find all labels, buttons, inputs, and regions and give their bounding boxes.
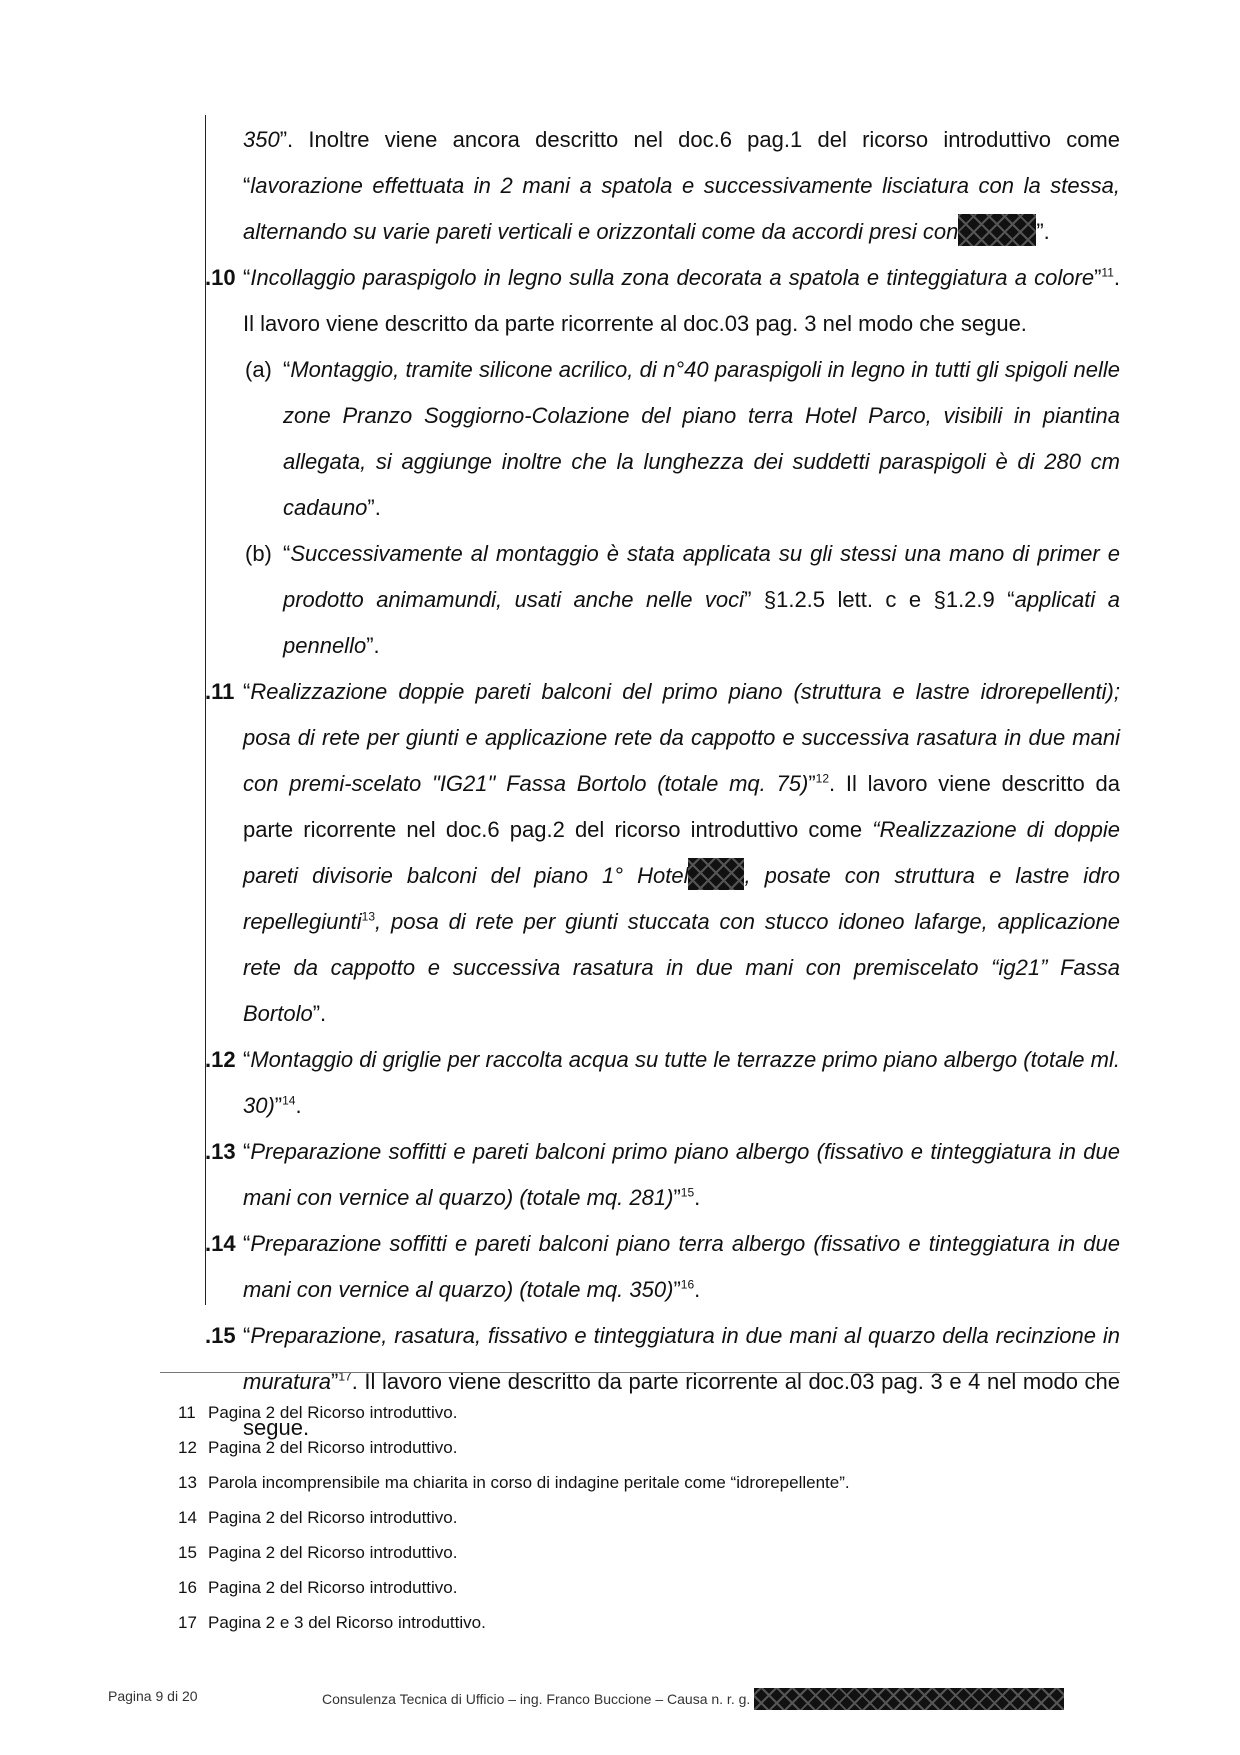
item-10-number: .10	[205, 265, 236, 290]
footnote-number: 16	[178, 1578, 197, 1597]
item-13-close-quote: ”	[673, 1185, 681, 1210]
footnote-item	[178, 1430, 1118, 1465]
intro-paragraph	[205, 117, 1120, 255]
footnote-item	[178, 1605, 1118, 1640]
sub-b-text-3: applicati a pennello	[283, 587, 1121, 658]
footnote-item	[178, 1395, 1118, 1430]
item-10-close-quote: ”	[1094, 265, 1102, 290]
footnote-ref-17[interactable]: 17	[338, 1369, 352, 1384]
footnote-item	[178, 1570, 1118, 1605]
item-10-sub-a	[205, 347, 1120, 531]
footnote-text: Pagina 2 del Ricorso introduttivo.	[208, 1543, 458, 1562]
footnote-number: 12	[178, 1438, 197, 1457]
footnote-text: Pagina 2 del Ricorso introduttivo.	[208, 1578, 458, 1597]
footnote-ref-13[interactable]: 13	[361, 909, 375, 924]
item-13-title: Preparazione soffitti e pareti balconi primo piano albergo (fissativo e tinteggiatura in due mani con vernice al quarzo) (totale mq. 281)	[243, 1139, 1120, 1210]
item-10-paragraph	[205, 255, 1120, 347]
sub-b-text-4: ”.	[366, 633, 380, 658]
footnote-number: 14	[178, 1508, 197, 1527]
footer-text	[322, 1688, 1064, 1710]
footnote-item	[178, 1500, 1118, 1535]
item-10-open-quote: “	[243, 265, 251, 290]
item-14-text: .	[694, 1277, 701, 1302]
item-11-number: .11	[205, 679, 235, 704]
footnote-ref-16[interactable]: 16	[680, 1277, 695, 1292]
item-14-paragraph	[205, 1221, 1120, 1313]
item-14-close-quote: ”	[673, 1277, 681, 1302]
redaction-block	[958, 214, 1036, 246]
footnote-number: 15	[178, 1543, 197, 1562]
item-11-text: . Il lavoro viene descritto da parte ricorrente nel doc.6 pag.2 del ricorso introduttivo come	[243, 771, 1120, 842]
footnote-item	[178, 1465, 1118, 1500]
item-15-title: Preparazione, rasatura, fissativo e tinteggiatura in due mani al quarzo della recinzione in muratura	[243, 1323, 1120, 1394]
page-number: Pagina 9 di 20	[108, 1688, 198, 1704]
sub-a-text: Montaggio, tramite silicone acrilico, di n°40 paraspigoli in legno in tutti gli spigoli nelle zone Pranzo Soggiorno-Colazione del piano terra Hotel Parco, visibili in piantina allegata, si aggiunge inoltre che la lunghezza dei suddetti paraspigoli è di 280 cm cadauno	[283, 357, 1120, 520]
item-14-open-quote: “	[243, 1231, 251, 1256]
item-11-paragraph	[205, 669, 1120, 1037]
item-12-close-quote: ”	[274, 1093, 283, 1118]
item-13-open-quote: “	[243, 1139, 251, 1164]
item-10-text: . Il lavoro viene descritto da parte ricorrente al doc.03 pag. 3 nel modo che segue.	[243, 265, 1120, 336]
intro-text-2: ”. Inoltre viene ancora descritto nel doc.6 pag.1 del ricorso introduttivo come “	[243, 127, 1120, 198]
item-12-number: .12	[205, 1047, 236, 1072]
item-12-paragraph	[205, 1037, 1120, 1129]
item-11-close-quote: ”	[808, 771, 816, 796]
footnote-ref-11[interactable]: 11	[1101, 265, 1114, 280]
item-13-text: .	[694, 1185, 701, 1210]
item-15-open-quote: “	[243, 1323, 251, 1348]
footnote-number: 11	[178, 1403, 196, 1422]
footnote-text: Pagina 2 e 3 del Ricorso introduttivo.	[208, 1613, 486, 1632]
footnote-ref-15[interactable]: 15	[680, 1185, 695, 1200]
item-12-title: Montaggio di griglie per raccolta acqua su tutte le terrazze primo piano albergo (totale ml. 30)	[243, 1047, 1120, 1118]
item-11-quote-3: , posa di rete per giunti stuccata con stucco idoneo lafarge, applicazione rete da cappotto e successiva rasatura in due mani con premiscelato “ig21” Fassa Bortolo	[243, 909, 1120, 1026]
item-15-number: .15	[205, 1323, 236, 1348]
sub-a-close-quote: ”.	[367, 495, 381, 520]
footnote-ref-12[interactable]: 12	[815, 771, 829, 786]
item-11-quote-1: “Realizzazione di doppie pareti divisorie balconi del piano 1° Hotel	[243, 817, 1121, 888]
footnote-number: 17	[178, 1613, 197, 1632]
sub-b-text: Successivamente al montaggio è stata applicata su gli stessi una mano di primer e prodotto animamundi, usati anche nelle voci	[283, 541, 1120, 612]
footnote-text: Pagina 2 del Ricorso introduttivo.	[208, 1438, 458, 1457]
sub-b-open-quote: “	[283, 541, 291, 566]
item-11-quote-2: , posate con struttura e lastre idro repellegiunti	[243, 863, 1120, 934]
intro-text-4: ”.	[1036, 219, 1050, 244]
sub-a-label: (a)	[245, 357, 272, 382]
footnote-ref-14[interactable]: 14	[282, 1093, 296, 1108]
item-10-sub-b	[205, 531, 1120, 669]
footer-caption: Consulenza Tecnica di Ufficio – ing. Franco Buccione – Causa n. r. g.	[322, 1691, 751, 1707]
item-14-title: Preparazione soffitti e pareti balconi piano terra albergo (fissativo e tinteggiatura in due mani con vernice al quarzo) (totale mq. 350)	[243, 1231, 1120, 1302]
footnote-text: Pagina 2 del Ricorso introduttivo.	[208, 1403, 458, 1422]
item-11-close: ”.	[312, 1001, 327, 1026]
footnote-item	[178, 1535, 1118, 1570]
item-11-open-quote: “	[243, 679, 251, 704]
redaction-block	[688, 858, 744, 890]
item-13-paragraph	[205, 1129, 1120, 1221]
footnote-text: Parola incomprensibile ma chiarita in corso di indagine peritale come “idrorepellente”.	[208, 1473, 850, 1492]
item-13-number: .13	[205, 1139, 236, 1164]
item-12-text: .	[295, 1093, 302, 1118]
footnotes	[178, 1395, 1118, 1640]
sub-a-open-quote: “	[283, 357, 291, 382]
item-15-close-quote: ”	[331, 1369, 339, 1394]
footnote-separator	[160, 1372, 1120, 1373]
item-14-number: .14	[205, 1231, 236, 1256]
item-11-title: Realizzazione doppie pareti balconi del primo piano (struttura e lastre idrorepellenti); posa di rete per giunti e applicazione rete da cappotto e successiva rasatura in due mani con premi-scelato "IG21" Fassa Bortolo (totale mq. 75)	[243, 679, 1120, 796]
item-10-title: Incollaggio paraspigolo in legno sulla zona decorata a spatola e tinteggiatura a colore	[250, 265, 1095, 290]
sub-b-text-2: ” §1.2.5 lett. c e §1.2.9 “	[744, 587, 1015, 612]
body-text	[205, 117, 1120, 1451]
intro-text-1: 350	[243, 127, 280, 152]
footnote-number: 13	[178, 1473, 197, 1492]
intro-text-3: lavorazione effettuata in 2 mani a spatola e successivamente lisciatura con la stessa, alternando su varie pareti verticali e orizzontali come da accordi presi con	[243, 173, 1120, 244]
sub-b-label: (b)	[245, 541, 272, 566]
item-15-text: . Il lavoro viene descritto da parte ricorrente al doc.03 pag. 3 e 4 nel modo che segue.	[243, 1369, 1120, 1440]
item-12-open-quote: “	[243, 1047, 251, 1072]
redaction-block	[754, 1688, 1064, 1710]
footnote-text: Pagina 2 del Ricorso introduttivo.	[208, 1508, 458, 1527]
